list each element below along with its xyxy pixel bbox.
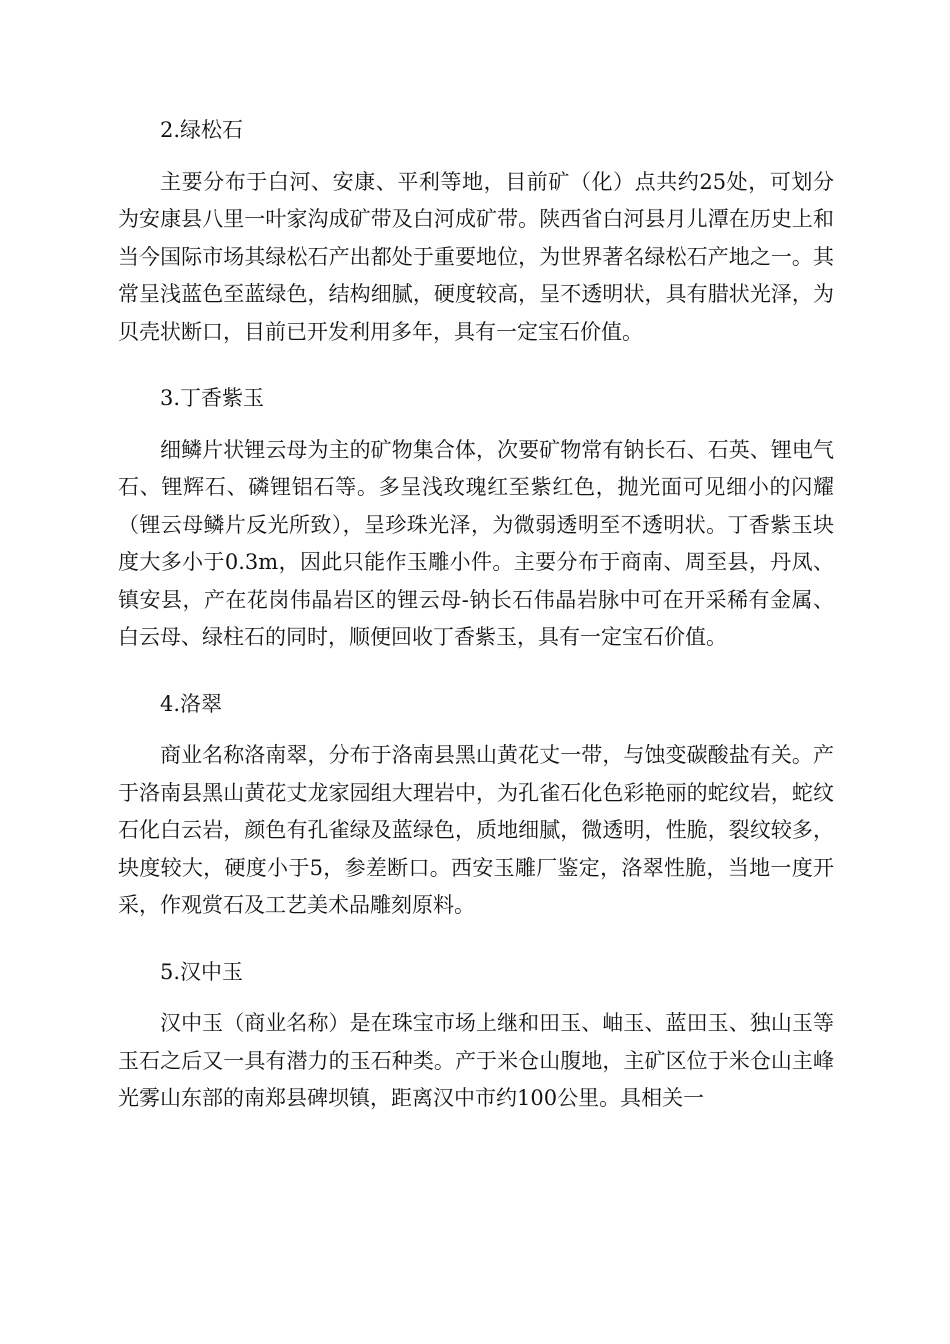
- section-paragraph-turquoise: 主要分布于白河、安康、平利等地，目前矿（化）点共约25处，可划分为安康县八里一叶家沟成矿带及白河成矿带。陕西省白河县月儿潭在历史上和当今国际市场其绿松石产出都处于重要地位，为世界著名绿松石产地之一。其常呈浅蓝色至蓝绿色，结构细腻，硬度较高，呈不透明状，具有腊状光泽，为贝壳状断口，目前已开发利用多年，具有一定宝石价值。: [118, 169, 834, 344]
- section-paragraph-luo-cui: 商业名称洛南翠，分布于洛南县黑山黄花丈一带，与蚀变碳酸盐有关。产于洛南县黑山黄花丈龙家园组大理岩中，为孔雀石化色彩艳丽的蛇纹岩，蛇纹石化白云岩，颜色有孔雀绿及蓝绿色，质地细腻，微透明，性脆，裂纹较多，块度较大，硬度小于5，参差断口。西安玉雕厂鉴定，洛翠性脆，当地一度开采，作观赏石及工艺美术品雕刻原料。: [118, 743, 834, 917]
- section-heading-turquoise: 2.绿松石: [160, 118, 244, 142]
- section-paragraph-lilac-jade: 细鳞片状锂云母为主的矿物集合体，次要矿物常有钠长石、石英、锂电气石、锂辉石、磷锂铝石等。多呈浅玫瑰红至紫红色，抛光面可见细小的闪耀（锂云母鳞片反光所致），呈珍珠光泽，为微弱透明至不透明状。丁香紫玉块度大多小于0.3m，因此只能作玉雕小件。主要分布于商南、周至县，丹凤、镇安县，产在花岗伟晶岩区的锂云母-钠长石伟晶岩脉中可在开采稀有金属、白云母、绿柱石的同时，顺便回收丁香紫玉，具有一定宝石价值。: [118, 437, 834, 649]
- section-heading-hanzhong-jade: 5.汉中玉: [160, 959, 244, 984]
- section-paragraph-hanzhong-jade: 汉中玉（商业名称）是在珠宝市场上继和田玉、岫玉、蓝田玉、独山玉等玉石之后又一具有潜力的玉石种类。产于米仓山腹地，主矿区位于米仓山主峰光雾山东部的南郑县碑坝镇，距离汉中市约100公里。具相关一: [118, 1011, 834, 1110]
- document-body: [118, 112, 834, 1118]
- section-heading-luo-cui: 4.洛翠: [160, 691, 223, 716]
- section-heading-lilac-jade: 3.丁香紫玉: [160, 386, 265, 410]
